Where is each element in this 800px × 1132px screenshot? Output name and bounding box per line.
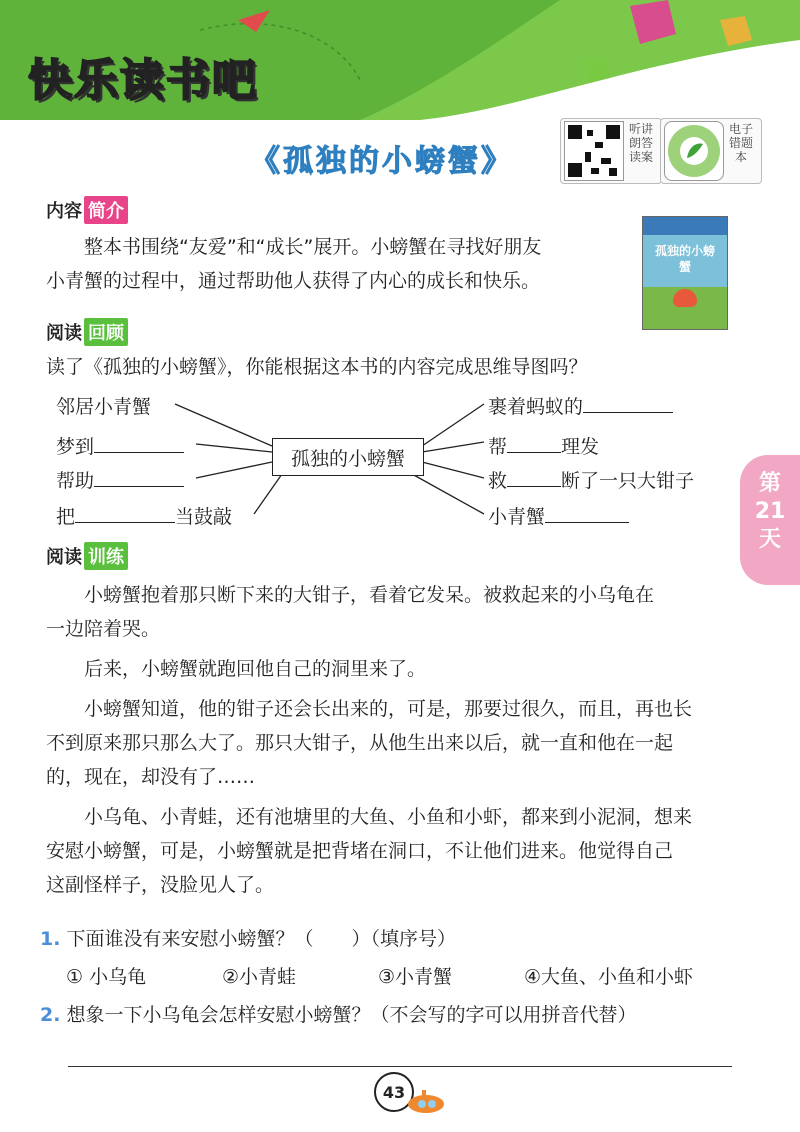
section-intro-label-b: 简介 (84, 196, 128, 224)
mindmap-left-3 (56, 466, 184, 493)
mindmap-left-4-text-b: 当鼓敲 (175, 506, 233, 528)
passage-p1-line-1: 小螃蟹抱着那只断下来的大钳子，看着它发呆。被救起来的小乌龟在 (84, 584, 655, 606)
passage-p3-line-2: 不到原来那只那么大了。那只大钳子，从他生出来以后，就一直和他在一起 (46, 732, 674, 754)
mindmap-right-4-text: 小青蟹 (488, 506, 546, 528)
mindmap-blank-l3[interactable] (94, 468, 184, 487)
mindmap-right-3 (488, 466, 694, 493)
mindmap-blank-r2[interactable] (507, 434, 561, 453)
page-number: 43 (374, 1072, 414, 1112)
practice-passage (46, 578, 736, 902)
question-1-text: 下面谁没有来安慰小螃蟹？（ ）（填序号） (66, 928, 457, 950)
mindmap-right-2 (488, 432, 599, 459)
passage-p3-line-1: 小螃蟹知道，他的钳子还会长出来的，可是，那要过很久，而且，再也长 (84, 698, 693, 720)
mindmap-blank-r3[interactable] (507, 468, 561, 487)
intro-line-2: 小青蟹的过程中，通过帮助他人获得了内心的成长和快乐。 (46, 270, 541, 292)
mindmap-center: 孤独的小螃蟹 (272, 438, 424, 476)
mindmap-blank-l2[interactable] (94, 434, 184, 453)
mindmap-blank-r4[interactable] (545, 504, 629, 523)
qr-left-label: 听讲朗答读案 (628, 122, 653, 164)
qr-right-label: 电子错题本 (728, 122, 753, 164)
book-cover-title: 孤独的小螃蟹 (654, 244, 715, 274)
mindmap-right-1 (488, 392, 673, 419)
page-header-title: 快乐读书吧 (28, 55, 258, 106)
option-3[interactable]: ③小青蟹 (378, 966, 453, 988)
mindmap-left-3-text: 帮助 (56, 470, 95, 492)
question-1 (40, 922, 456, 956)
mindmap-right-1-text: 裹着蚂蚁的 (488, 396, 584, 418)
book-title: 《孤独的小螃蟹》 (250, 144, 514, 179)
question-2 (40, 998, 637, 1032)
mindmap-right-3-text-b: 断了一只大钳子 (561, 470, 695, 492)
section-review-label-b: 回顾 (84, 318, 128, 346)
section-review-label-a: 阅读 (46, 323, 82, 344)
mindmap-left-4 (56, 502, 232, 529)
passage-p4-line-2: 安慰小螃蟹，可是，小螃蟹就是把背堵在洞口，不让他们进来。他觉得自己 (46, 840, 674, 862)
mindmap-right-3-text-a: 救 (488, 470, 508, 492)
mindmap-left-4-text-a: 把 (56, 506, 76, 528)
review-question: 读了《孤独的小螃蟹》，你能根据这本书的内容完成思维导图吗？ (46, 356, 588, 378)
mindmap-left-2 (56, 432, 184, 459)
passage-p1-line-2: 一边陪着哭。 (46, 618, 161, 640)
option-4[interactable]: ④大鱼、小鱼和小虾 (524, 966, 694, 988)
passage-p4-line-3: 这副怪样子，没脸见人了。 (46, 874, 275, 896)
mindmap-right-2-text-b: 理发 (561, 436, 600, 458)
option-1[interactable]: ① 小乌龟 (66, 966, 147, 988)
mindmap-left-1: 邻居小青蟹 (56, 396, 152, 418)
section-practice-label-b: 训练 (84, 542, 128, 570)
mindmap-right-4 (488, 502, 629, 529)
mindmap-right-2-text-a: 帮 (488, 436, 508, 458)
section-practice-label-a: 阅读 (46, 547, 82, 568)
passage-p2-line-1: 后来，小螃蟹就跑回他自己的洞里来了。 (84, 658, 427, 680)
submarine-icon (404, 1086, 450, 1116)
section-intro-label-a: 内容 (46, 201, 82, 222)
intro-line-1: 整本书围绕“友爱”和“成长”展开。小螃蟹在寻找好朋友 (84, 236, 542, 258)
passage-p4-line-1: 小乌龟、小青蛙，还有池塘里的大鱼、小鱼和小虾，都来到小泥洞，想来 (84, 806, 693, 828)
mindmap-blank-r1[interactable] (583, 394, 673, 413)
mindmap-blank-l4[interactable] (75, 504, 175, 523)
question-2-number: 2. (40, 1004, 61, 1026)
mindmap-left-2-text: 梦到 (56, 436, 95, 458)
option-2[interactable]: ②小青蛙 (222, 966, 297, 988)
question-2-text: 想象一下小乌龟会怎样安慰小螃蟹？（不会写的字可以用拼音代替） (66, 1004, 637, 1026)
section-practice-label (46, 542, 128, 570)
answer-line (68, 1066, 732, 1067)
side-day-tab-text: 第21天 (754, 471, 786, 552)
question-1-number: 1. (40, 928, 61, 950)
passage-p3-line-3: 的，现在，却没有了…… (46, 766, 256, 788)
